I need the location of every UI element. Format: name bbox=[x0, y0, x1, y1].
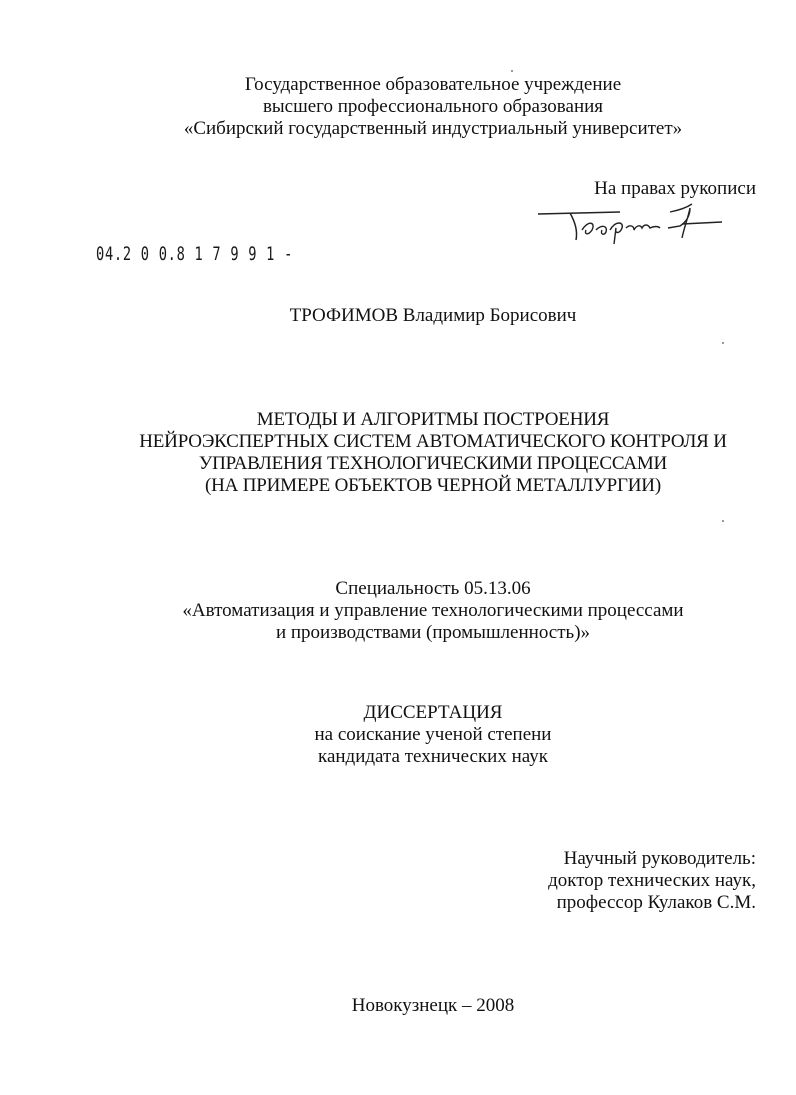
institution-line-3: «Сибирский государственный индустриальный университет» bbox=[183, 118, 683, 139]
title-line-3: УПРАВЛЕНИЯ ТЕХНОЛОГИЧЕСКИМИ ПРОЦЕССАМИ bbox=[198, 453, 668, 474]
specialty-line-1: Специальность 05.13.06 bbox=[335, 578, 531, 599]
institution-line-1: Государственное образовательное учреждение bbox=[244, 74, 622, 95]
institution-line-2: высшего профессионального образования bbox=[262, 96, 604, 117]
specialty-line-2: «Автоматизация и управление технологическими процессами bbox=[182, 600, 684, 621]
dissertation-heading: ДИССЕРТАЦИЯ bbox=[363, 702, 503, 723]
supervisor-name: профессор Кулаков С.М. bbox=[556, 892, 756, 913]
supervisor-degree: доктор технических наук, bbox=[548, 870, 756, 891]
title-line-2: НЕЙРОЭКСПЕРТНЫХ СИСТЕМ АВТОМАТИЧЕСКОГО КОНТРОЛЯ И bbox=[139, 431, 727, 452]
scan-speck bbox=[511, 70, 513, 72]
scan-speck bbox=[722, 342, 724, 344]
title-line-4: (НА ПРИМЕРЕ ОБЪЕКТОВ ЧЕРНОЙ МЕТАЛЛУРГИИ) bbox=[205, 475, 661, 496]
dissertation-line-2: на соискание ученой степени bbox=[314, 724, 552, 745]
registration-stamp: 04.2 0 0.8 1 7 9 9 1 - bbox=[96, 243, 294, 265]
place-year: Новокузнецк – 2008 bbox=[351, 995, 515, 1016]
dissertation-line-3: кандидата технических наук bbox=[318, 746, 548, 767]
rights-note: На правах рукописи bbox=[594, 178, 756, 199]
author-name: ТРОФИМОВ Владимир Борисович bbox=[289, 305, 577, 326]
specialty-line-3: и производствами (промышленность)» bbox=[275, 622, 591, 643]
supervisor-label: Научный руководитель: bbox=[563, 848, 756, 869]
author-signature bbox=[530, 200, 725, 258]
scan-speck bbox=[722, 520, 724, 522]
title-line-1: МЕТОДЫ И АЛГОРИТМЫ ПОСТРОЕНИЯ bbox=[256, 409, 610, 430]
